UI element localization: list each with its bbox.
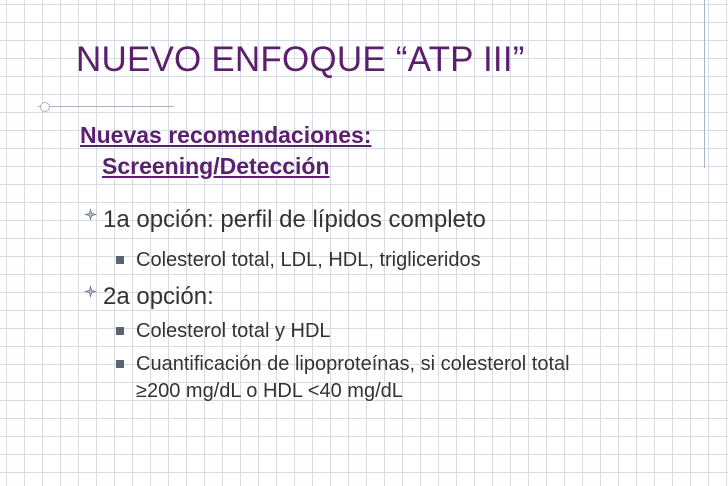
option-2-subitem-1 [116, 318, 331, 345]
bullet-option-1 [84, 206, 486, 234]
option-2-sub2-line-2: ≥200 mg/dL o HDL <40 mg/dL [136, 380, 403, 402]
option-2-sub1-text: Colesterol total y HDL [136, 320, 331, 342]
slide-subtitle [80, 120, 371, 182]
sparkle-bullet-icon [84, 285, 97, 298]
sparkle-bullet-icon [84, 208, 97, 221]
decorative-vertical-line [704, 0, 705, 168]
decorative-circle-icon [40, 102, 50, 112]
slide-title: NUEVO ENFOQUE “ATP III” [76, 40, 525, 79]
option-1-text: 1a opción: perfil de lípidos completo [103, 206, 486, 233]
option-1-sub-text: Colesterol total, LDL, HDL, trigliceridos [136, 249, 481, 271]
decorative-horizontal-line [38, 106, 174, 107]
square-bullet-icon [116, 256, 124, 264]
option-1-subitem [116, 247, 481, 274]
option-2-text: 2a opción: [103, 283, 214, 310]
subtitle-line-2: Screening/Detección [102, 153, 330, 179]
square-bullet-icon [116, 327, 124, 335]
bullet-option-2 [84, 283, 214, 311]
square-bullet-icon [116, 360, 124, 368]
subtitle-line-1: Nuevas recomendaciones: [80, 122, 372, 148]
option-2-sub2-line-1: Cuantificación de lipoproteínas, si colesterol total [136, 353, 570, 375]
option-2-subitem-2 [116, 351, 570, 405]
